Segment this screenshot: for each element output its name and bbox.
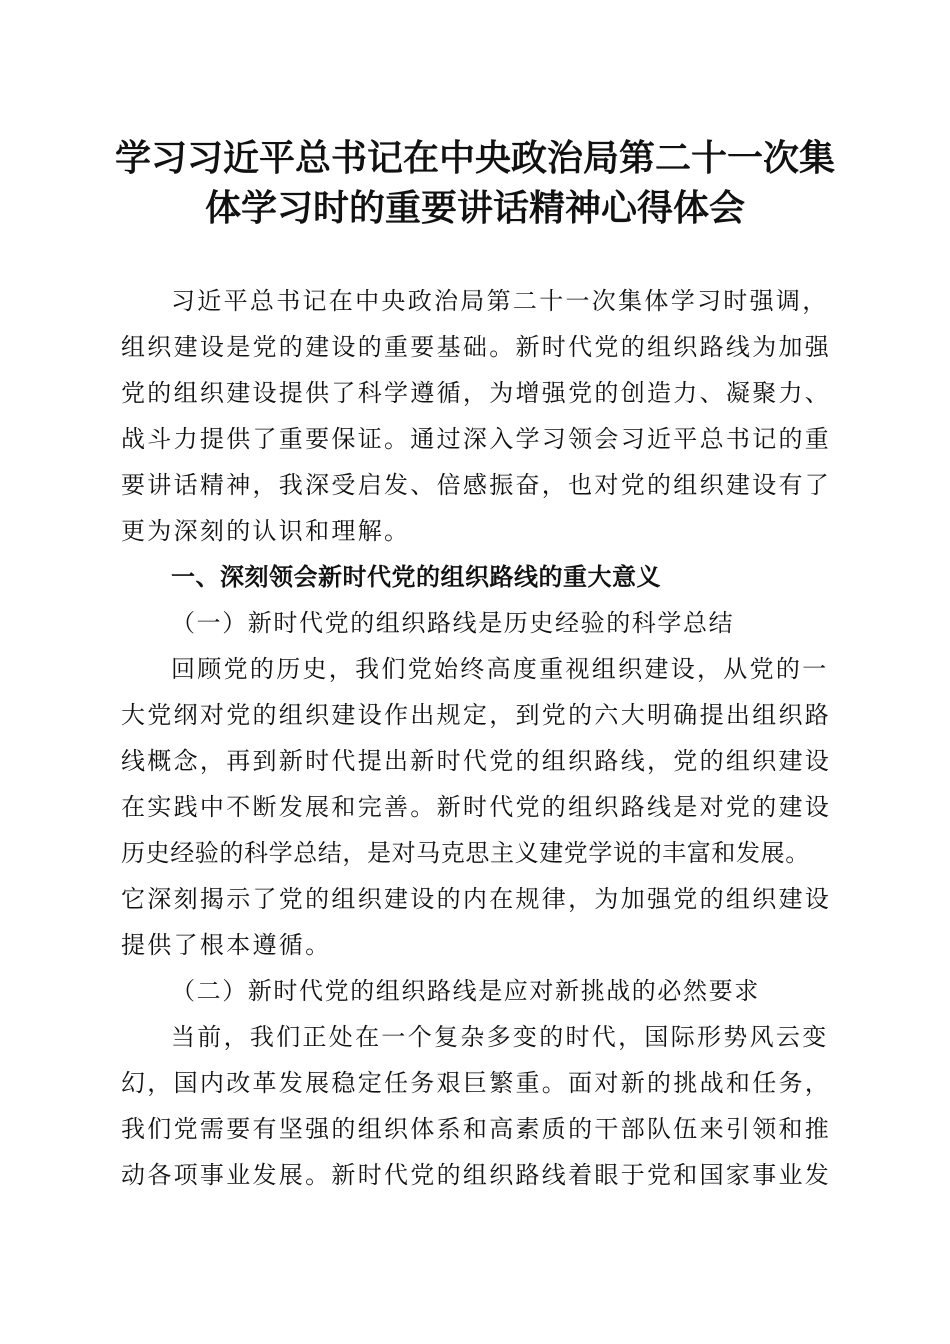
title-line: 学习习近平总书记在中央政治局第二十一次集	[114, 137, 835, 179]
text-line: 提供了根本遵循。	[121, 931, 332, 959]
text-line: 在实践中不断发展和完善。新时代党的组织路线是对党的建设	[121, 793, 832, 821]
text-line: 大党纲对党的组织建设作出规定，到党的六大明确提出组织路	[121, 701, 832, 729]
text-line: 回顾党的历史，我们党始终高度重视组织建设，从党的一	[171, 655, 829, 683]
text-line: 线概念，再到新时代提出新时代党的组织路线，党的组织建设	[121, 747, 832, 775]
document-body	[121, 278, 841, 1198]
text-line: 我们党需要有坚强的组织体系和高素质的干部队伍来引领和推	[121, 1115, 832, 1143]
title-line: 体学习时的重要讲话精神心得体会	[204, 187, 745, 229]
text-line: 组织建设是党的建设的重要基础。新时代党的组织路线为加强	[121, 333, 832, 361]
text-line: 党的组织建设提供了科学遵循，为增强党的创造力、凝聚力、	[121, 379, 832, 407]
section-heading: 一、深刻领会新时代党的组织路线的重大意义	[171, 563, 661, 591]
paragraph-challenges	[121, 1014, 841, 1198]
text-line: 战斗力提供了重要保证。通过深入学习领会习近平总书记的重	[121, 425, 832, 453]
text-line: 它深刻揭示了党的组织建设的内在规律，为加强党的组织建设	[121, 885, 832, 913]
paragraph-history	[121, 646, 841, 968]
document-title	[100, 133, 850, 233]
paragraph-intro	[121, 278, 841, 554]
text-line: 历史经验的科学总结，是对马克思主义建党学说的丰富和发展。	[121, 839, 810, 867]
subsection-heading: （二）新时代党的组织路线是应对新挑战的必然要求	[171, 977, 760, 1005]
text-line: 幻，国内改革发展稳定任务艰巨繁重。面对新的挑战和任务，	[121, 1069, 832, 1097]
text-line: 当前，我们正处在一个复杂多变的时代，国际形势风云变	[171, 1023, 829, 1051]
text-line: 动各项事业发展。新时代党的组织路线着眼于党和国家事业发	[121, 1161, 832, 1189]
subsection-heading: （一）新时代党的组织路线是历史经验的科学总结	[171, 609, 735, 637]
text-line: 要讲话精神，我深受启发、倍感振奋，也对党的组织建设有了	[121, 471, 832, 499]
text-line: 习近平总书记在中央政治局第二十一次集体学习时强调，	[171, 287, 829, 315]
text-line: 更为深刻的认识和理解。	[121, 517, 411, 545]
